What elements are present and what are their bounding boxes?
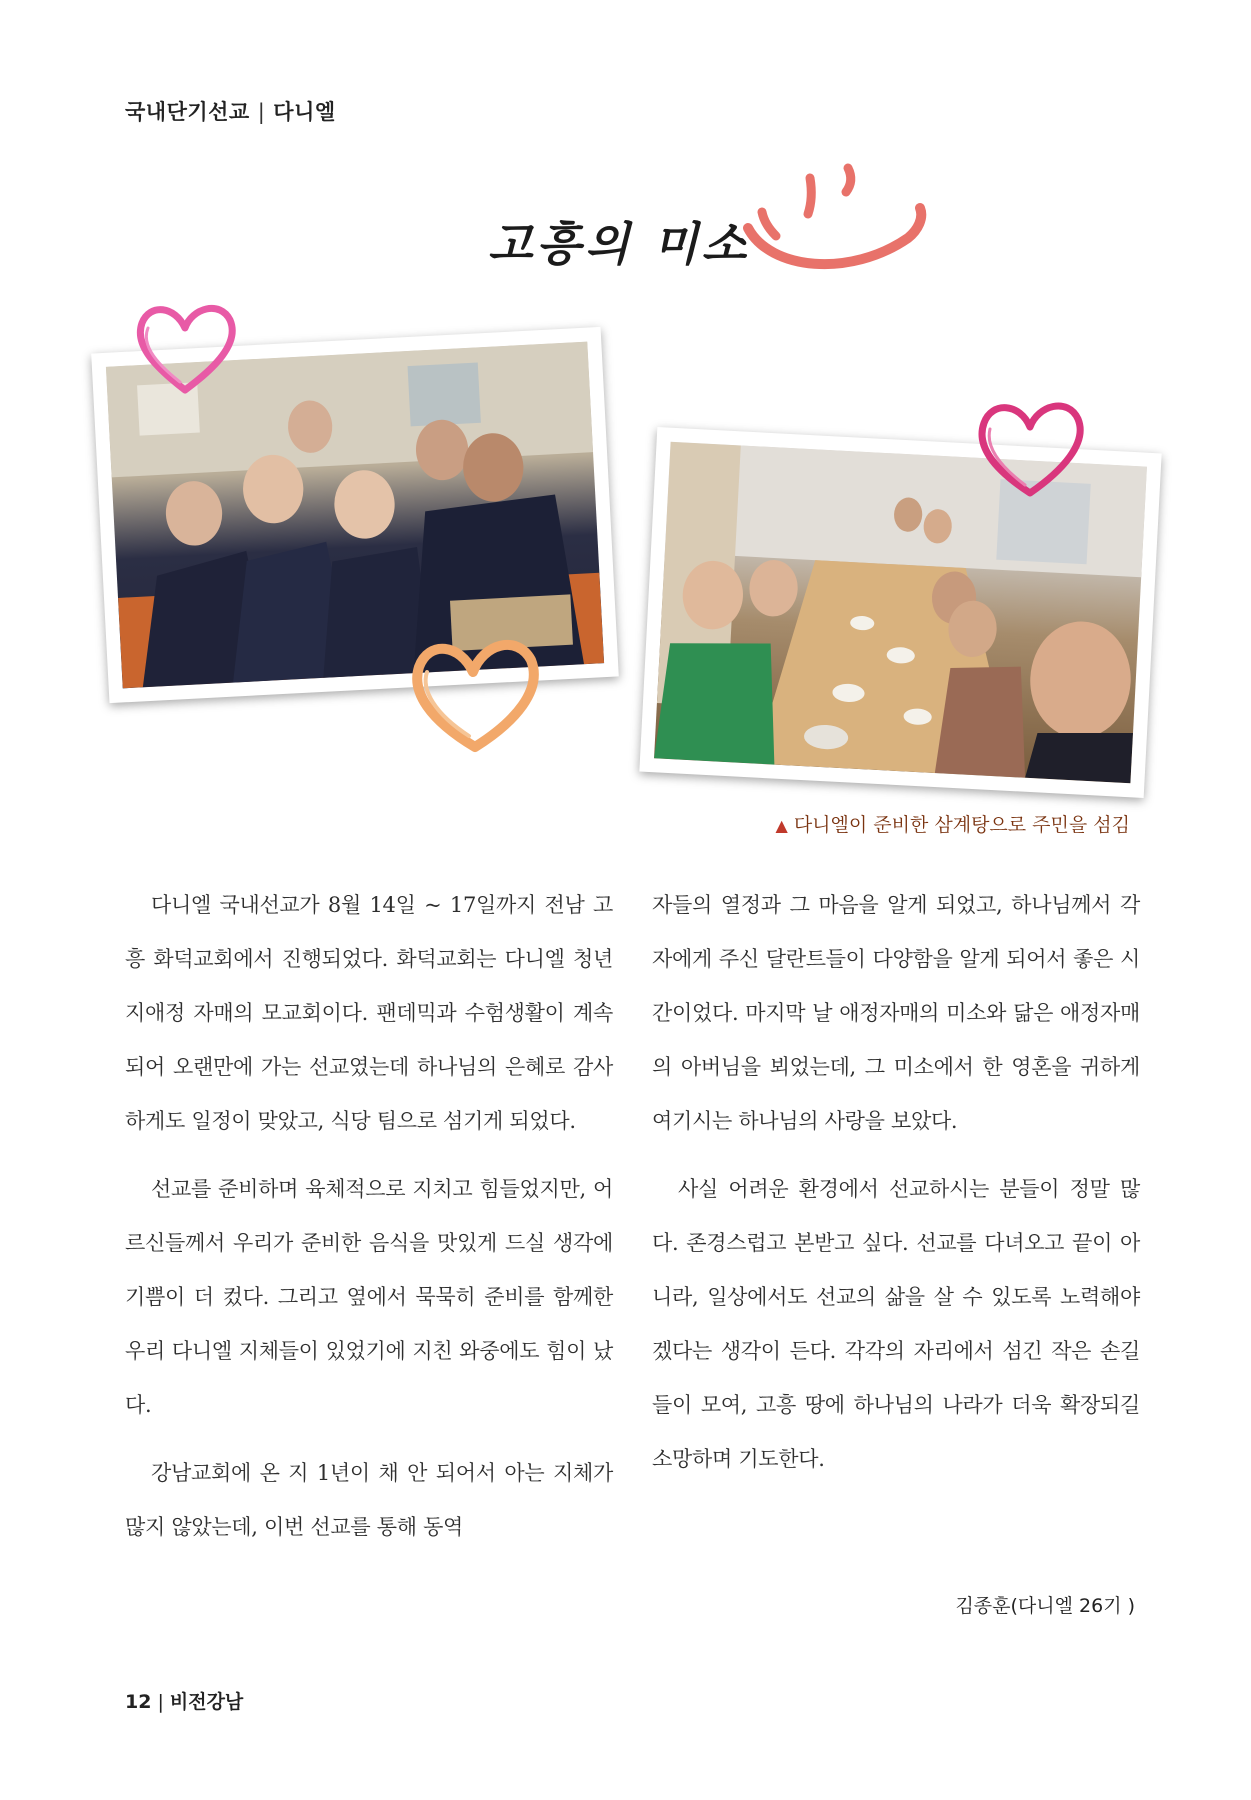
triangle-up-icon: ▲ [775,816,788,835]
article-paragraph: 다니엘 국내선교가 8월 14일 ~ 17일까지 전남 고흥 화덕교회에서 진행되었다. 화덕교회는 다니엘 청년 지애정 자매의 모교회이다. 팬데믹과 수험생활이 계속되어 오랜만에 가는 선교였는데 하나님의 은혜로 감사하게도 일정이 맞았고, 식당 팀으로 섬기게 되었다. [125,893,613,1133]
section-label: 국내단기선교 [125,100,250,124]
smile-icon [740,150,940,290]
page-footer [125,1687,243,1714]
page-title: 고흥의 미소 [488,217,751,271]
orange-heart-doodle [405,632,545,757]
photo-caption [735,810,1130,837]
title-area [0,150,1251,300]
article-paragraph: 선교를 준비하며 육체적으로 지치고 힘들었지만, 어르신들께서 우리가 준비한 음식을 맛있게 드실 생각에 기쁨이 더 컸다. 그리고 옆에서 묵묵히 준비를 함께한 우리 다니엘 지체들이 있었기에 지친 와중에도 힘이 났다. [125,1177,613,1417]
photo-caption-text: 다니엘이 준비한 삼계탕으로 주민을 섬김 [793,814,1130,836]
page-number: 12 [125,1691,152,1713]
pink-heart-doodle [130,298,240,398]
article-paragraph: 강남교회에 온 지 1년이 채 안 되어서 아는 지체가 많지 않았는데, 이번 선교를 통해 동역 [125,1461,613,1539]
pink-heart-doodle-right [970,393,1090,503]
section-separator: | [257,100,266,124]
article-column-left [125,878,613,1568]
article-author: 김종훈(다니엘 26기 ) [955,1595,1135,1617]
article-paragraph: 자들의 열정과 그 마음을 알게 되었고, 하나님께서 각자에게 주신 달란트들이 다양함을 알게 되어서 좋은 시간이었다. 마지막 날 애정자매의 미소와 닮은 애정자매의 아버님을 뵈었는데, 그 미소에서 한 영혼을 귀하게 여기시는 하나님의 사랑을 보았다. [652,893,1140,1133]
subsection-label: 다니엘 [273,100,336,124]
article-paragraph: 사실 어려운 환경에서 선교하시는 분들이 정말 많다. 존경스럽고 본받고 싶다. 선교를 다녀오고 끝이 아니라, 일상에서도 선교의 삶을 살 수 있도록 노력해야겠다는 생각이 든다. 각각의 자리에서 섬긴 작은 손길들이 모여, 고흥 땅에 하나님의 나라가 더욱 확장되길 소망하며 기도한다. [652,1177,1140,1471]
section-header [125,96,336,126]
article-column-right [652,878,1140,1500]
publication-name: 비전강남 [169,1691,244,1713]
footer-separator: | [157,1691,164,1713]
